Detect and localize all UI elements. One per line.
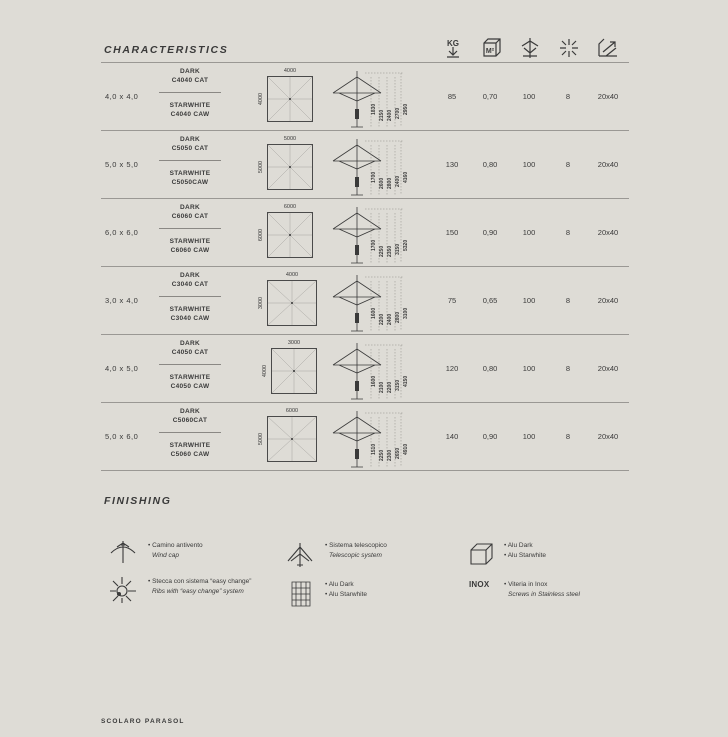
inox-icon: INOX bbox=[469, 580, 490, 589]
ribs-icon bbox=[557, 36, 581, 60]
model-divider bbox=[159, 92, 221, 93]
dark-model: DARK C4050 CAT bbox=[171, 340, 209, 356]
height-value: 2100 bbox=[379, 381, 385, 393]
finish-en: Screws in Stainless steel bbox=[508, 591, 580, 598]
height-value: 2400 bbox=[387, 109, 393, 121]
top-view-square bbox=[271, 348, 317, 394]
value-mast: 100 bbox=[522, 364, 536, 373]
finish-it: • Stecca con sistema “easy change” bbox=[148, 578, 252, 585]
width-dimension: 4000 bbox=[283, 68, 297, 74]
value-mast: 100 bbox=[522, 92, 536, 101]
height-dimension: 6000 bbox=[258, 228, 264, 242]
height-value: 5320 bbox=[403, 239, 409, 251]
row-size: 3,0 x 4,0 bbox=[105, 296, 139, 305]
model-codes bbox=[159, 403, 221, 470]
height-value: 4150 bbox=[403, 375, 409, 387]
value-m2: 0,80 bbox=[482, 160, 498, 169]
height-value: 2150 bbox=[379, 109, 385, 121]
value-kg: 120 bbox=[445, 364, 459, 373]
finish-it: • Alu Starwhite bbox=[325, 591, 368, 598]
characteristics-title: CHARACTERISTICS bbox=[104, 44, 229, 56]
easy-change-icon bbox=[108, 575, 138, 610]
dark-model: DARK C6060 CAT bbox=[171, 204, 209, 220]
model-divider bbox=[159, 296, 221, 297]
value-ribs: 8 bbox=[565, 296, 571, 305]
value-mast: 100 bbox=[522, 228, 536, 237]
frame-pattern-icon bbox=[290, 580, 312, 613]
model-codes bbox=[159, 63, 221, 130]
value-ribs: 8 bbox=[565, 432, 571, 441]
row-size: 5,0 x 5,0 bbox=[105, 160, 139, 169]
m2-label: M² bbox=[485, 48, 495, 55]
height-dimension: 5000 bbox=[258, 160, 264, 174]
height-dimension: 4000 bbox=[262, 364, 268, 378]
height-value: 1700 bbox=[371, 239, 377, 251]
finish-telescopic bbox=[325, 541, 387, 561]
height-value: 2250 bbox=[379, 245, 385, 257]
starwhite-model: STARWHITE C4050 CAW bbox=[169, 374, 211, 390]
side-view-drawing bbox=[331, 341, 407, 401]
table-row bbox=[101, 131, 629, 198]
finishing-title: FINISHING bbox=[104, 495, 172, 507]
value-m2: 0,90 bbox=[482, 432, 498, 441]
top-view-square bbox=[267, 416, 317, 462]
top-view-square bbox=[267, 76, 313, 122]
value-section: 20x40 bbox=[597, 296, 619, 305]
finish-it: • Viteria in Inox bbox=[504, 581, 548, 588]
starwhite-model: STARWHITE C5050CAW bbox=[169, 170, 211, 186]
value-section: 20x40 bbox=[597, 160, 619, 169]
height-value: 2400 bbox=[395, 175, 401, 187]
section-icon bbox=[596, 36, 620, 60]
width-dimension: 3000 bbox=[287, 340, 301, 346]
value-mast: 100 bbox=[522, 296, 536, 305]
model-divider bbox=[159, 364, 221, 365]
area-m2-icon bbox=[480, 36, 504, 60]
height-value: 3100 bbox=[403, 307, 409, 319]
height-value: 2200 bbox=[387, 381, 393, 393]
value-section: 20x40 bbox=[597, 92, 619, 101]
dark-model: DARK C5060CAT bbox=[172, 408, 208, 424]
height-dimension: 4000 bbox=[258, 92, 264, 106]
finish-it: • Alu Dark bbox=[504, 542, 533, 549]
height-value: 1830 bbox=[371, 103, 377, 115]
value-m2: 0,70 bbox=[482, 92, 498, 101]
side-view-drawing bbox=[331, 205, 407, 265]
height-dimension: 3000 bbox=[258, 296, 264, 310]
side-view-drawing bbox=[331, 409, 407, 469]
height-value: 1510 bbox=[371, 443, 377, 455]
finish-inox bbox=[504, 580, 580, 600]
table-row bbox=[101, 335, 629, 402]
height-value: 1700 bbox=[371, 171, 377, 183]
row-size: 6,0 x 6,0 bbox=[105, 228, 139, 237]
value-kg: 140 bbox=[445, 432, 459, 441]
value-ribs: 8 bbox=[565, 228, 571, 237]
row-divider bbox=[101, 470, 629, 471]
finish-it: • Camino antivento bbox=[148, 542, 203, 549]
starwhite-model: STARWHITE C5060 CAW bbox=[169, 442, 211, 458]
value-kg: 130 bbox=[445, 160, 459, 169]
value-kg: 150 bbox=[445, 228, 459, 237]
starwhite-model: STARWHITE C3040 CAW bbox=[169, 306, 211, 322]
width-dimension: 6000 bbox=[283, 204, 297, 210]
height-value: 2800 bbox=[387, 177, 393, 189]
value-section: 20x40 bbox=[597, 364, 619, 373]
dark-model: DARK C3040 CAT bbox=[171, 272, 209, 288]
mast-icon bbox=[518, 36, 542, 60]
value-ribs: 8 bbox=[565, 92, 571, 101]
height-value: 2650 bbox=[395, 447, 401, 459]
finish-en: Ribs with “easy change” system bbox=[152, 588, 244, 595]
height-value: 2250 bbox=[379, 449, 385, 461]
height-value: 2800 bbox=[395, 311, 401, 323]
table-row bbox=[101, 403, 629, 470]
wind-cap-icon bbox=[108, 539, 138, 570]
value-kg: 85 bbox=[447, 92, 457, 101]
finish-it: • Alu Dark bbox=[325, 581, 354, 588]
dark-model: DARK C5050 CAT bbox=[171, 136, 209, 152]
telescopic-icon bbox=[286, 541, 314, 574]
model-codes bbox=[159, 335, 221, 402]
top-view-square bbox=[267, 280, 317, 326]
height-value: 2700 bbox=[395, 107, 401, 119]
weight-kg-icon bbox=[441, 36, 465, 60]
model-divider bbox=[159, 228, 221, 229]
top-view-square bbox=[267, 212, 313, 258]
height-value: 3150 bbox=[395, 243, 401, 255]
model-codes bbox=[159, 199, 221, 266]
width-dimension: 6000 bbox=[285, 408, 299, 414]
value-section: 20x40 bbox=[597, 228, 619, 237]
finish-easy-change bbox=[148, 577, 251, 597]
value-m2: 0,65 bbox=[482, 296, 498, 305]
finish-alu-box bbox=[504, 541, 546, 561]
height-dimension: 5000 bbox=[258, 432, 264, 446]
top-view-square bbox=[267, 144, 313, 190]
table-row bbox=[101, 267, 629, 334]
model-divider bbox=[159, 432, 221, 433]
finish-frame bbox=[325, 580, 367, 600]
side-view-drawing bbox=[331, 273, 407, 333]
value-m2: 0,90 bbox=[482, 228, 498, 237]
footer-brand: SCOLARO PARASOL bbox=[101, 718, 185, 725]
model-divider bbox=[159, 160, 221, 161]
finish-it: • Sistema telescopico bbox=[325, 542, 387, 549]
value-ribs: 8 bbox=[565, 160, 571, 169]
finish-it: • Alu Starwhite bbox=[504, 552, 547, 559]
alu-box-icon bbox=[468, 540, 496, 571]
height-value: 2600 bbox=[379, 177, 385, 189]
value-ribs: 8 bbox=[565, 364, 571, 373]
value-mast: 100 bbox=[522, 160, 536, 169]
height-value: 2200 bbox=[379, 313, 385, 325]
value-kg: 75 bbox=[447, 296, 457, 305]
width-dimension: 4000 bbox=[285, 272, 299, 278]
starwhite-model: STARWHITE C4040 CAW bbox=[169, 102, 211, 118]
height-value: 4910 bbox=[403, 443, 409, 455]
height-value: 2350 bbox=[387, 245, 393, 257]
height-value: 2400 bbox=[387, 313, 393, 325]
kg-label: KG bbox=[447, 39, 459, 48]
model-codes bbox=[159, 267, 221, 334]
side-view-drawing bbox=[331, 137, 407, 197]
table-row bbox=[101, 199, 629, 266]
finish-en: Telescopic system bbox=[329, 552, 382, 559]
height-value: 2300 bbox=[387, 449, 393, 461]
model-codes bbox=[159, 131, 221, 198]
value-m2: 0,80 bbox=[482, 364, 498, 373]
value-section: 20x40 bbox=[597, 432, 619, 441]
row-size: 5,0 x 6,0 bbox=[105, 432, 139, 441]
value-mast: 100 bbox=[522, 432, 536, 441]
finish-wind-cap bbox=[148, 541, 203, 561]
row-size: 4,0 x 5,0 bbox=[105, 364, 139, 373]
row-size: 4,0 x 4,0 bbox=[105, 92, 139, 101]
finish-en: Wind cap bbox=[152, 552, 180, 559]
dark-model: DARK C4040 CAT bbox=[171, 68, 209, 84]
height-value: 1600 bbox=[371, 307, 377, 319]
height-value: 3150 bbox=[395, 379, 401, 391]
starwhite-model: STARWHITE C6060 CAW bbox=[169, 238, 211, 254]
table-row bbox=[101, 63, 629, 130]
height-value: 1600 bbox=[371, 375, 377, 387]
height-value: 4160 bbox=[403, 171, 409, 183]
side-view-drawing bbox=[331, 69, 407, 129]
width-dimension: 5000 bbox=[283, 136, 297, 142]
height-value: 2950 bbox=[403, 103, 409, 115]
